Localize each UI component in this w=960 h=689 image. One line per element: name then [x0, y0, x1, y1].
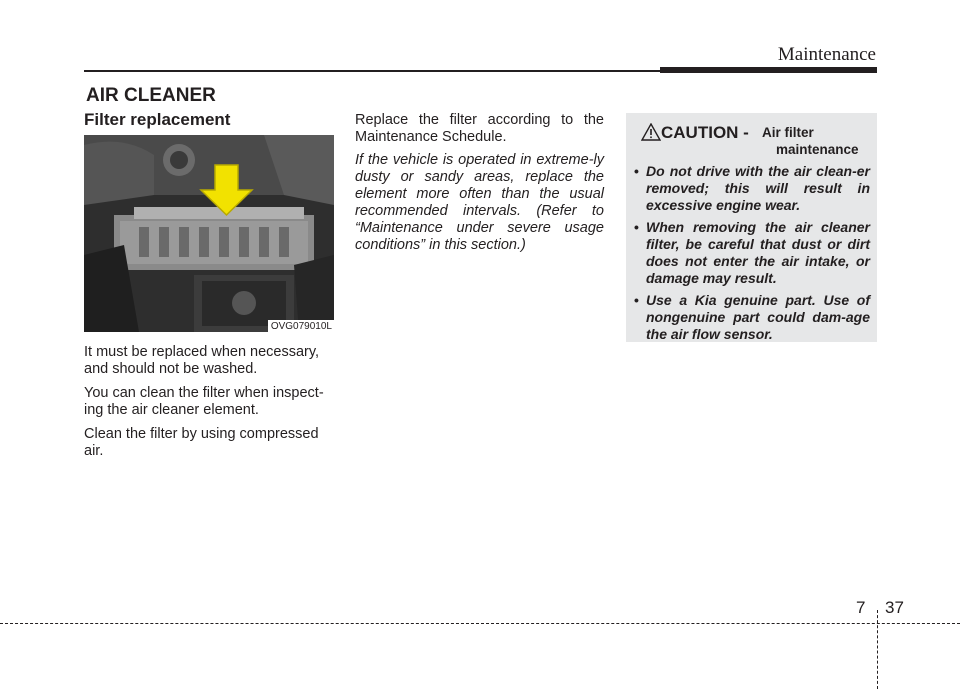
page-number: 37	[885, 598, 904, 617]
caution-item	[634, 292, 870, 343]
caution-item-text: Do not drive with the air clean-er removed; this will result in excessive engine wear.	[646, 163, 870, 213]
header-rule-thick	[660, 67, 877, 73]
caution-item-text: When removing the air cleaner filter, be careful that dust or dirt does not enter the air intake, or damage may result.	[646, 219, 870, 286]
caution-topic: Air filter	[762, 125, 814, 140]
running-header-title: Maintenance	[777, 44, 876, 65]
paragraph: Clean the filter by using compressed air.	[84, 426, 319, 459]
bullet: •	[634, 219, 639, 235]
body-column-middle	[355, 112, 604, 260]
engine-bay-photo	[84, 135, 334, 332]
caution-item-text: Use a Kia genuine part. Use of nongenuine part could dam-age the air flow sensor.	[646, 292, 870, 342]
caution-topic-continued: maintenance	[776, 142, 859, 157]
caution-item	[634, 219, 870, 287]
figure-code: OVG079010L	[268, 320, 334, 332]
bullet: •	[634, 292, 639, 308]
section-title: AIR CLEANER	[86, 85, 216, 106]
air-cleaner-illustration	[84, 135, 334, 332]
chapter-number: 7	[856, 598, 866, 617]
warning-triangle-icon	[641, 123, 661, 141]
footer-dashed-rule	[0, 623, 960, 624]
footer-dashed-divider	[877, 610, 878, 689]
body-column-left	[84, 344, 336, 467]
italic-note: If the vehicle is operated in extreme-ly dusty or sandy areas, replace the element more often than the usual recommended intervals. (Refer to “Maintenance under severe usage conditions” in this section.)	[355, 152, 604, 253]
paragraph: It must be replaced when necessary, and should not be washed.	[84, 344, 320, 377]
paragraph: You can clean the filter when inspect-ing the air cleaner element.	[84, 385, 324, 418]
bullet: •	[634, 163, 639, 179]
caution-box	[626, 113, 877, 342]
caution-label: CAUTION -	[661, 123, 749, 142]
caution-list	[634, 163, 870, 348]
paragraph: Replace the filter according to the Maintenance Schedule.	[355, 112, 604, 145]
caution-item	[634, 163, 870, 214]
header-rule-thin	[84, 70, 664, 72]
subsection-title: Filter replacement	[84, 110, 231, 129]
